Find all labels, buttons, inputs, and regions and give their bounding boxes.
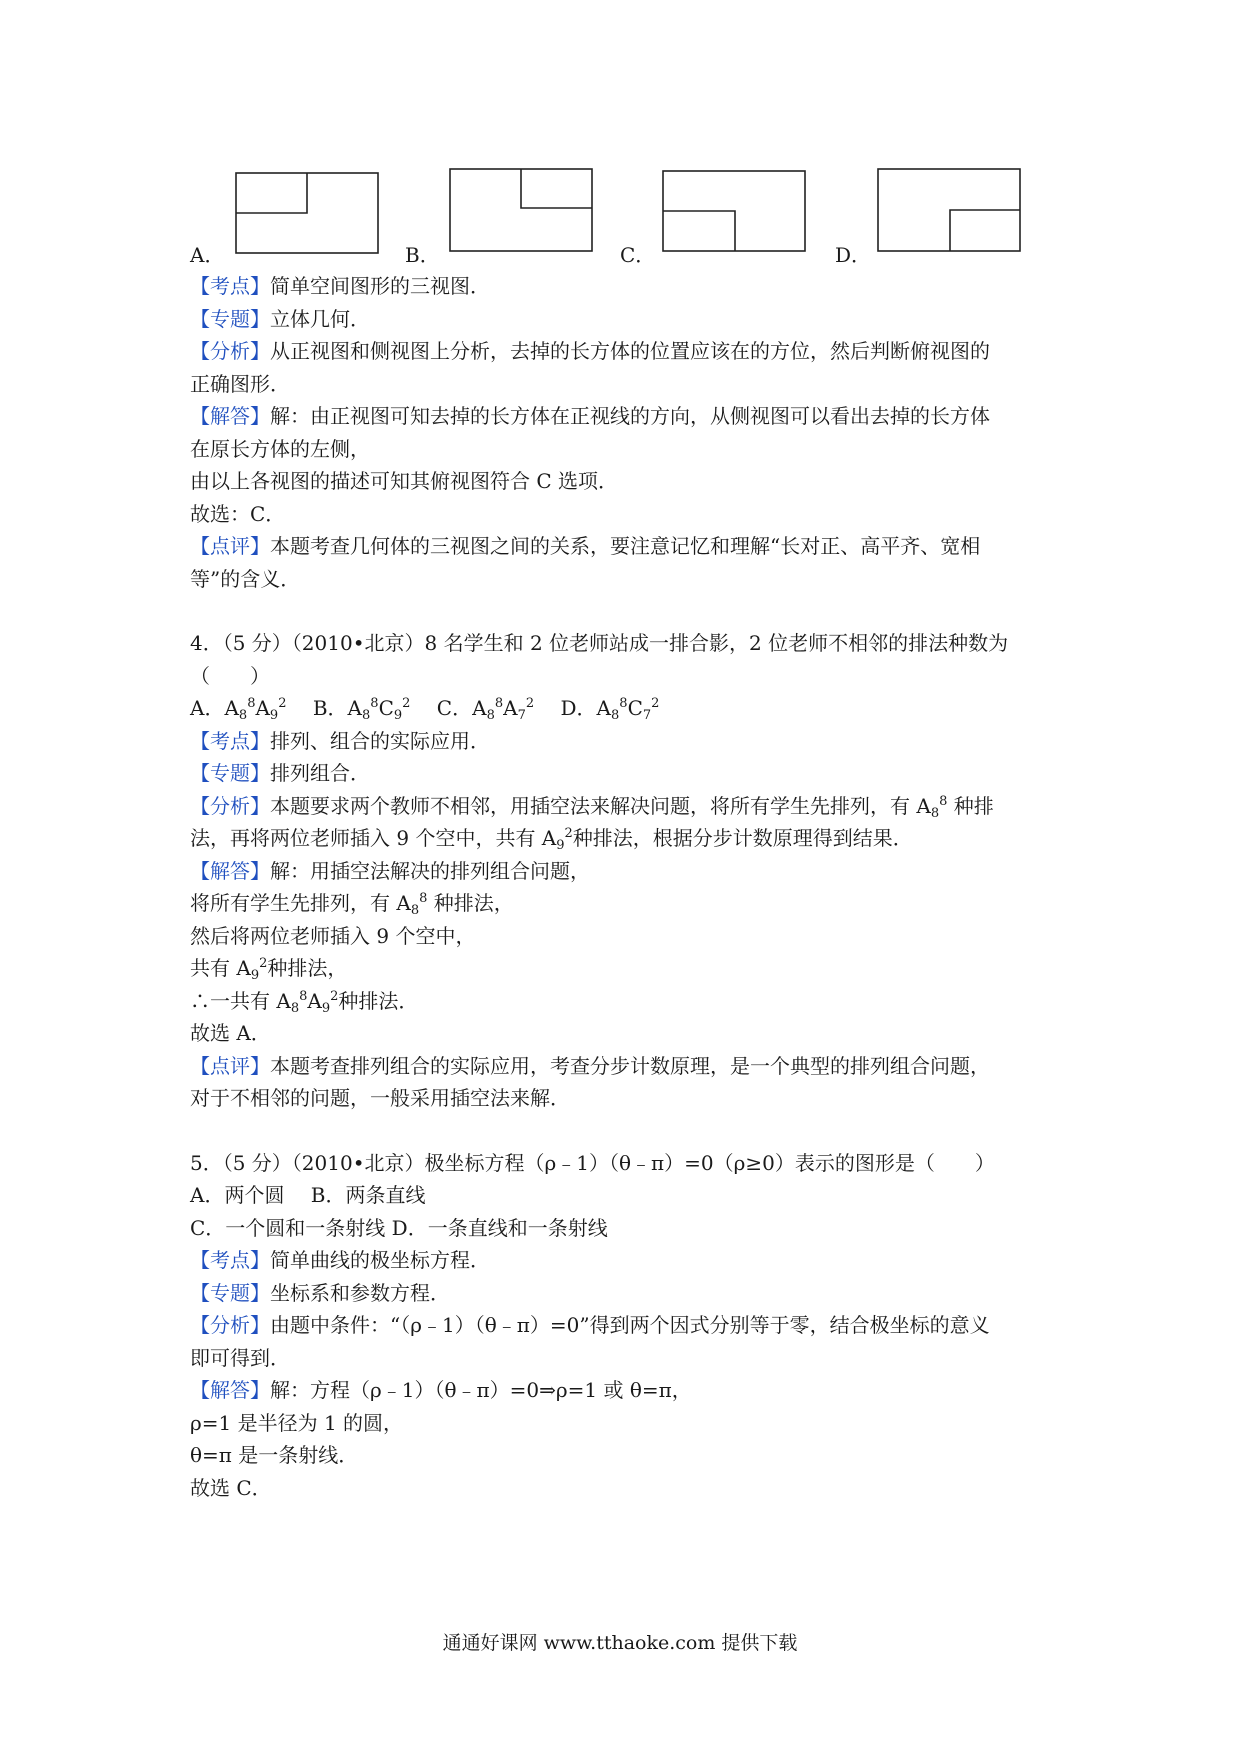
choice-d-label: D． xyxy=(835,243,872,267)
choice-b-label: B． xyxy=(405,243,440,267)
q3-fenxi-cont: 正确图形． xyxy=(190,371,290,396)
q3-jieda: 【解答】解：由正视图可知去掉的长方体在正视线的方向，从侧视图可以看出去掉的长方体 xyxy=(190,404,990,428)
choice-a-figure xyxy=(235,168,381,256)
q3-fenxi: 【分析】从正视图和侧视图上分析，去掉的长方体的位置应该在的方位，然后判断俯视图的 xyxy=(190,339,990,363)
q4-jieda: 【解答】解：用插空法解决的排列组合问题， xyxy=(190,858,590,883)
q4-kaodian: 【考点】排列、组合的实际应用． xyxy=(190,728,490,753)
page-footer: 通通好课网 www.tthaoke.com 提供下载 xyxy=(442,1632,798,1654)
choice-d xyxy=(835,160,1070,270)
q4-jieda-5: ∴一共有 $A_8^8A_9^2$种排法． xyxy=(190,988,419,1016)
q4-options xyxy=(190,692,1070,725)
q5-fenxi: 【分析】由题中条件：“（ρ﹣1）（θ﹣π）=0”得到两个因式分别等于零，结合极坐标的意义 xyxy=(190,1313,990,1337)
page-content xyxy=(190,160,1070,1504)
q4-dianping-cont: 对于不相邻的问题，一般采用插空法来解． xyxy=(190,1086,570,1110)
q5-stem: 5．（5 分）（2010•北京）极坐标方程（ρ﹣1）（θ﹣π）=0（ρ≥0）表示的图形是（ ） xyxy=(190,1150,995,1175)
choice-c-label: C． xyxy=(620,243,656,267)
spacer xyxy=(190,595,1070,627)
choice-a-label: A． xyxy=(190,243,225,267)
choice-d-figure xyxy=(877,168,1023,256)
q4-jieda-4: 共有 $A_9^2$种排法， xyxy=(190,956,348,983)
q5-options-2: C．一个圆和一条射线 D．一条直线和一条射线 xyxy=(190,1215,608,1240)
q4-stem-cont: （ ） xyxy=(190,663,270,688)
q5-jieda-4: 故选 C． xyxy=(190,1475,272,1500)
q4-dianping: 【点评】本题考查排列组合的实际应用，考查分步计数原理，是一个典型的排列组合问题， xyxy=(190,1053,990,1078)
choice-a xyxy=(190,160,405,270)
q3-dianping: 【点评】本题考查几何体的三视图之间的关系，要注意记忆和理解“长对正、高平齐、宽相 xyxy=(190,534,981,558)
q4-stem: 4．（5 分）（2010•北京）8 名学生和 2 位老师站成一排合影，2 位老师不相邻的排法种数为 xyxy=(190,631,1009,655)
q4-jieda-2: 将所有学生先排列，有 $A_8^8$ 种排法， xyxy=(190,891,514,918)
q4-fenxi-cont: 法，再将两位老师插入 9 个空中，共有 $A_9^2$种排法，根据分步计数原理得到结果． xyxy=(190,826,913,853)
q3-jieda-3: 由以上各视图的描述可知其俯视图符合 C 选项． xyxy=(190,469,619,493)
q5-options-1: A．两个圆 B．两条直线 xyxy=(190,1183,426,1207)
q3-dianping-cont: 等”的含义． xyxy=(190,566,301,591)
choice-c xyxy=(620,160,835,270)
q4-opt-a: A．$A_8^8A_9^2$ xyxy=(190,696,287,723)
q4-zhuanti: 【专题】排列组合． xyxy=(190,761,370,785)
q5-jieda: 【解答】解：方程（ρ﹣1）（θ﹣π）=0⇒ρ=1 或 θ=π， xyxy=(190,1378,692,1402)
q4-opt-c: C．$A_8^8A_7^2$ xyxy=(436,696,535,723)
choice-c-figure xyxy=(662,168,808,256)
choice-b-figure xyxy=(449,168,595,256)
choice-b xyxy=(405,160,620,270)
q3-jieda-2: 在原长方体的左侧， xyxy=(190,436,370,461)
q4-jieda-6: 故选 A． xyxy=(190,1021,271,1045)
q5-kaodian: 【考点】简单曲线的极坐标方程． xyxy=(190,1248,490,1272)
q3-jieda-4: 故选：C． xyxy=(190,501,286,526)
q4-opt-d: D．$A_8^8C_7^2$ xyxy=(560,696,660,723)
q5-fenxi-cont: 即可得到． xyxy=(190,1345,290,1370)
q5-jieda-3: θ=π 是一条射线． xyxy=(190,1443,359,1467)
q5-zhuanti: 【专题】坐标系和参数方程． xyxy=(190,1280,450,1305)
spacer xyxy=(190,1115,1070,1147)
q4-jieda-3: 然后将两位老师插入 9 个空中， xyxy=(190,923,476,948)
choice-figures xyxy=(190,160,1070,270)
q5-jieda-2: ρ=1 是半径为 1 的圆， xyxy=(190,1410,404,1435)
q3-kaodian: 【考点】简单空间图形的三视图． xyxy=(190,274,490,298)
q4-opt-b: B．$A_8^8C_9^2$ xyxy=(312,696,411,723)
q3-zhuanti: 【专题】立体几何． xyxy=(190,306,370,331)
q4-fenxi: 【分析】本题要求两个教师不相邻，用插空法来解决问题，将所有学生先排列，有 $A_8^8$ 种排 xyxy=(190,793,994,821)
